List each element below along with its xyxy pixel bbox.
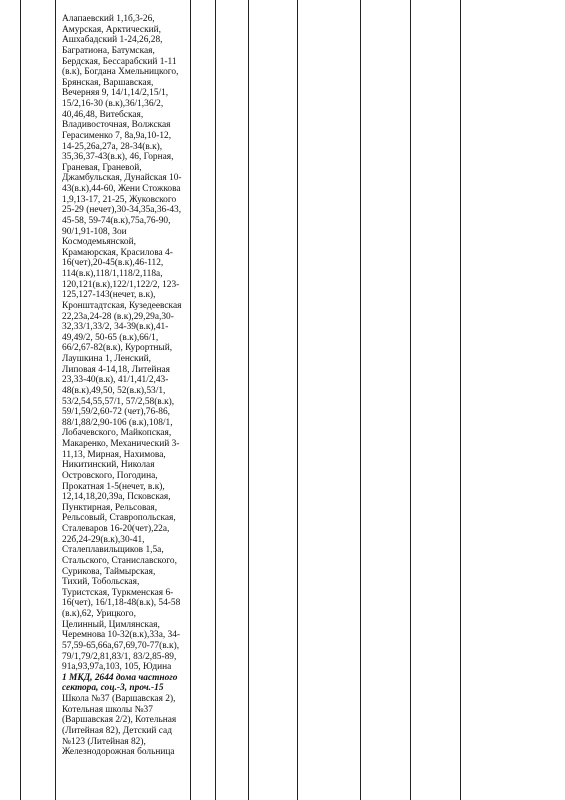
address-line: Туристская, Туркменская 6-: [62, 587, 174, 598]
address-line: 53/2,54,55,57/1, 57/2,58(в.к),: [62, 396, 175, 407]
address-cell: [62, 14, 186, 758]
address-line: 12,14,18,20,39а, Псковская,: [62, 492, 171, 503]
address-line: Рельсовый, Ставропольская,: [62, 513, 176, 524]
address-line: Липовая 4-14,18, Литейная: [62, 364, 170, 375]
address-line: 49,49/2, 50-65 (в.к),66/1,: [62, 332, 159, 343]
address-line: 43(в.к),44-60, Жени Стожкова: [62, 184, 181, 194]
address-line: 88/1,88/2,90-106 (в.к),108/1,: [62, 417, 173, 428]
address-line: 114(в.к),118/1,118/2,118а,: [62, 269, 163, 279]
address-line: Макаренко, Механический 3-: [62, 439, 180, 449]
address-line: 11,13, Мирная, Нахимова,: [62, 449, 166, 460]
facility-line: (Варшавская 2/2), Котельная: [62, 715, 177, 726]
address-line: Крамаюрская, Красилова 4-: [62, 247, 173, 258]
address-line: 22,23а,24-28 (в.к),29,29а,30-: [62, 311, 174, 322]
address-line: Багратиона, Батумская,: [62, 45, 155, 56]
address-line: (в.к), Богдана Хмельницкого,: [62, 67, 179, 78]
address-line: 25-29 (нечет),30-34,35а,36-43,: [62, 205, 182, 216]
address-line: Владивосточная, Волжская: [62, 120, 171, 131]
facility-line: (Литейная 82), Детский сад: [62, 725, 172, 736]
address-line: 14-25,26а,27а, 28-34(в.к),: [62, 141, 163, 152]
address-line: 15/2,16-30 (в.к),36/1,36/2,: [62, 99, 164, 109]
address-line: 90/1,91-108, Зои: [62, 226, 127, 237]
address-line: Тихий, Тобольская,: [62, 577, 140, 588]
address-line: 1,9,13-17, 21-25, Жуковского: [62, 194, 177, 205]
address-line: Кронштадтская, Кузедеевская: [62, 300, 182, 311]
facility-line: Железнодорожная больница: [62, 747, 175, 758]
address-line: Пунктирная, Рельсовая,: [62, 502, 158, 513]
table-border-col-5: [297, 0, 298, 800]
address-line: Островского, Погодина,: [62, 470, 158, 481]
address-line: 125,127-143(нечет, в.к),: [62, 290, 156, 301]
address-line: (в.к),62, Урицкого,: [62, 609, 136, 619]
address-line: 22б,24-29(в.к),30-41,: [62, 534, 145, 545]
address-line: 16(чет),20-45(в.к),46-112,: [62, 258, 164, 269]
address-line: 40,46,48, Витебская,: [62, 109, 144, 120]
address-line: 91а,93,97а,103, 105, Юдина: [62, 662, 172, 673]
table-border-col-2: [190, 0, 191, 800]
address-line: 66/2,67-82(в.к), Курортный,: [62, 343, 173, 354]
facility-line: Школа №37 (Варшавская 2),: [62, 694, 176, 704]
table-border-right: [460, 0, 461, 800]
address-line: Лаушкина 1, Ленский,: [62, 354, 151, 364]
address-line: Стальского, Станиславского,: [62, 555, 177, 566]
address-line: Герасименко 7, 8а,9а,10-12,: [62, 130, 172, 141]
address-line: Сталеваров 16-20(чет),22а,: [62, 524, 170, 534]
address-line: Никитинский, Николая: [62, 460, 155, 471]
address-line: Космодемьянской,: [62, 237, 136, 248]
address-line: 57,59-65,66а,67,69,70-77(в.к),: [62, 640, 180, 651]
table-border-col-3: [215, 0, 216, 800]
address-line: Бердская, Бессарабский 1-11: [62, 56, 177, 67]
address-line: Целинный, Цимлянская,: [62, 619, 160, 630]
address-line: Сурикова, Таймырская,: [62, 566, 156, 577]
address-line: 45-58, 59-74(в.к),75а,76-90,: [62, 215, 171, 226]
address-line: Черемнова 10-32(в.к),33а, 34-: [62, 630, 181, 641]
table-border-left: [20, 0, 21, 800]
address-line: Сталеплавильщиков 1,5а,: [62, 545, 164, 556]
address-line: Граневая, Граневой,: [62, 162, 142, 173]
address-line: 16(чет), 16/1,18-48(в.к), 54-58: [62, 598, 181, 609]
address-line: Ашхабадский 1-24,26,28,: [62, 35, 163, 46]
address-line: Вечерняя 9, 14/1,14/2,15/1,: [62, 88, 169, 99]
summary-line: 1 МКД, 2644 дома частного: [62, 672, 178, 683]
address-line: 79/1,79/2,81,83/1, 83/2,85-89,: [62, 651, 177, 662]
address-line: 32,33/1,33/2, 34-39(в.к),41-: [62, 322, 169, 333]
facility-line: Котельная школы №37: [62, 704, 153, 715]
address-line: Прокатная 1-5(нечет, в.к),: [62, 481, 165, 492]
table-border-col-1: [55, 0, 56, 800]
table-border-col-4: [248, 0, 249, 800]
address-line: 23,33-40(в.к), 41/1,41/2,43-: [62, 375, 169, 386]
facility-line: №123 (Литейная 82),: [62, 736, 146, 747]
address-line: Амурская, Арктический,: [62, 24, 162, 35]
table-border-col-6: [360, 0, 361, 800]
address-line: 59/1,59/2,60-72 (чет),76-86,: [62, 407, 171, 418]
address-line: Брянская, Варшавская,: [62, 77, 154, 88]
table-border-col-7: [410, 0, 411, 800]
address-line: 35,36,37-43(в.к), 46, Горная,: [62, 152, 174, 163]
address-line: Джамбульская, Дунайская 10-: [62, 173, 182, 184]
address-line: 48(в.к),49,50, 52(в.к),53/1,: [62, 385, 166, 396]
address-line: Лобачевского, Майкопская,: [62, 428, 172, 439]
summary-line: сектора, соц.-3, проч.-15: [62, 683, 164, 694]
address-line: 120,121(в.к),122/1,122/2, 123-: [62, 279, 180, 290]
address-line: Алапаевский 1,1б,3-26,: [62, 14, 155, 24]
